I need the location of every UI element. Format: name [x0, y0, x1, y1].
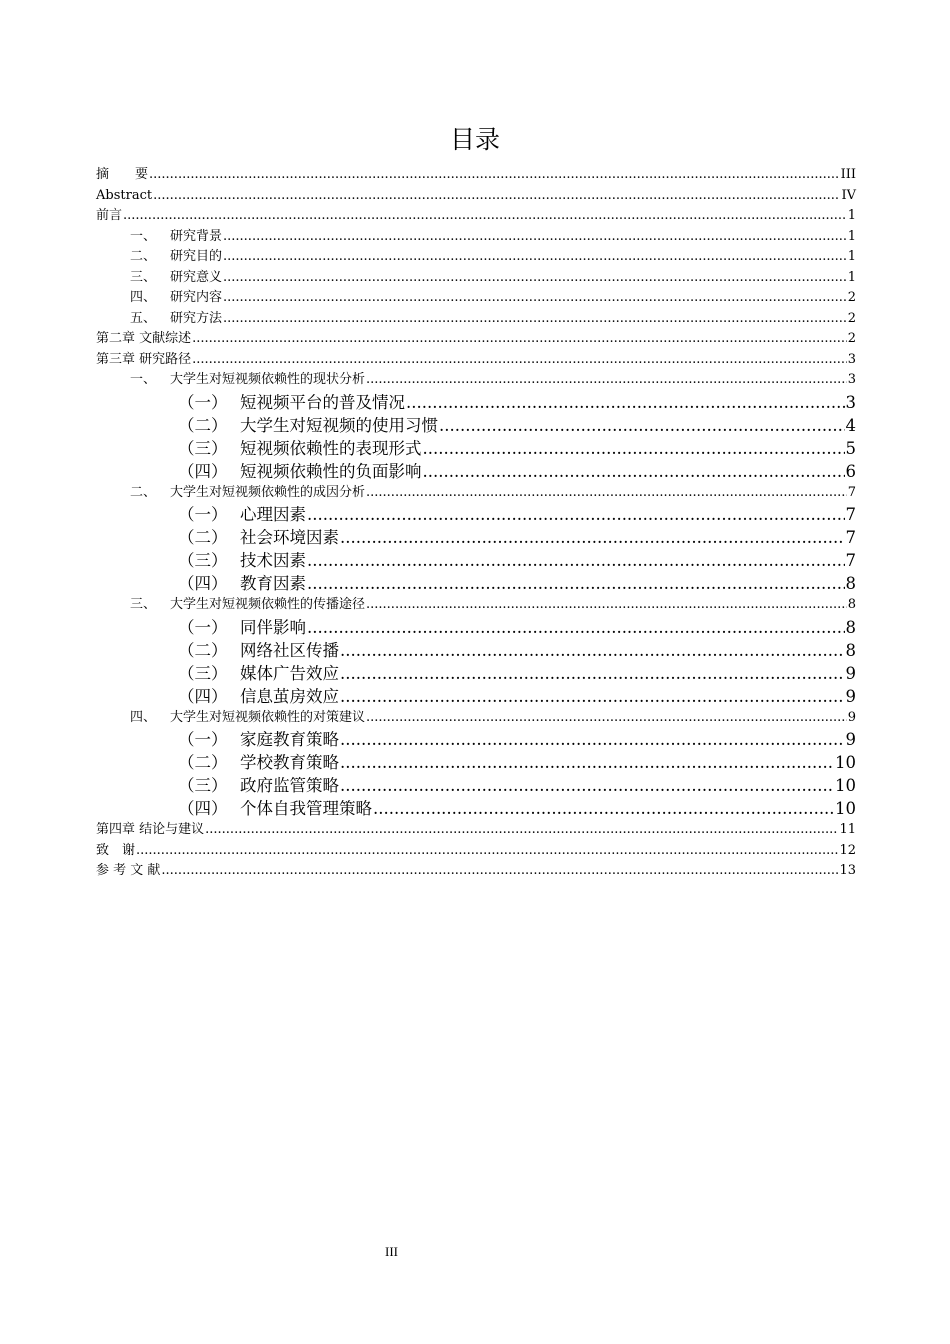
toc-entry-text: 研究目的: [170, 249, 223, 264]
toc-entry-label: [130, 708, 365, 729]
page-title: 目录: [449, 125, 500, 154]
toc-leader-dots: [340, 662, 845, 685]
toc-entry-page: 7: [847, 484, 856, 500]
toc-leader-dots: [373, 797, 834, 820]
toc-entry-page: 1: [847, 269, 856, 285]
toc-leader-dots: [223, 309, 847, 330]
toc-entry-label: [130, 288, 222, 309]
toc-entry-text: 研究背景: [170, 228, 223, 244]
toc-entry[interactable]: [96, 165, 856, 186]
toc-entry[interactable]: [96, 662, 856, 685]
footer-page-number: III: [385, 1244, 398, 1259]
toc-entry-text: 大学生对短视频依赖性的成因分析: [170, 484, 366, 500]
toc-entry[interactable]: [96, 685, 856, 708]
toc-leader-dots: [439, 414, 845, 437]
toc-entry-label: [178, 728, 339, 751]
toc-entry-text: 技术因素: [240, 551, 306, 570]
toc-entry-text: 研究方法: [170, 310, 223, 326]
toc-entry-text: 研究内容: [170, 290, 223, 305]
toc-entry[interactable]: [96, 437, 856, 460]
toc-entry-number: 四、: [130, 709, 157, 725]
toc-entry-page: 7: [845, 551, 856, 570]
toc-entry-number: （一）: [178, 617, 228, 637]
toc-entry[interactable]: [96, 483, 856, 504]
toc-entry-label: [130, 370, 365, 391]
toc-entry-number: （三）: [178, 438, 228, 458]
toc-entry[interactable]: [96, 370, 856, 391]
toc-entry-label: [130, 309, 222, 330]
toc-entry-text: 教育因素: [240, 574, 306, 593]
toc-entry-text: 社会环境因素: [240, 528, 339, 547]
toc-entry-text: 同伴影响: [240, 617, 306, 637]
toc-entry-page: 1: [847, 208, 856, 223]
toc-leader-dots: [340, 639, 845, 662]
toc-entry-page: 8: [845, 617, 856, 637]
toc-leader-dots: [223, 268, 847, 289]
toc-leader-dots: [423, 460, 845, 483]
toc-entry-label: [178, 639, 339, 662]
toc-entry-text: 心理因素: [240, 505, 306, 524]
toc-entry[interactable]: [96, 391, 856, 414]
toc-entry-label: [130, 268, 222, 289]
toc-entry-number: （四）: [178, 574, 228, 593]
toc-entry-text: 政府监管策略: [240, 776, 339, 795]
toc-entry-text: 大学生对短视频依赖性的对策建议: [170, 709, 366, 725]
toc-leader-dots: [340, 685, 845, 708]
toc-entry-page: 12: [839, 842, 856, 858]
toc-entry-page: 9: [845, 663, 856, 683]
toc-leader-dots: [340, 526, 845, 549]
toc-entry-label: [96, 820, 204, 841]
toc-leader-dots: [366, 483, 847, 504]
toc-entry[interactable]: [96, 861, 856, 882]
toc-entry-text: 信息茧房效应: [240, 686, 339, 706]
toc-entry[interactable]: [96, 708, 856, 729]
toc-entry-text: 前言: [96, 208, 123, 223]
toc-entry-label: [130, 247, 222, 268]
toc-entry-number: （四）: [178, 686, 228, 706]
toc-entry[interactable]: [96, 616, 856, 639]
toc-entry-number: 五、: [130, 310, 157, 326]
toc-entry-page: 6: [845, 461, 856, 481]
toc-entry-page: 11: [839, 822, 856, 837]
toc-entry-label: [178, 503, 306, 526]
toc-entry-number: （四）: [178, 799, 228, 818]
toc-entry-number: （四）: [178, 461, 228, 481]
toc-entry-page: 13: [839, 863, 856, 878]
toc-entry-page: 10: [835, 799, 856, 818]
toc-entry-label: [178, 437, 422, 460]
toc-entry-text: 学校教育策略: [240, 753, 339, 772]
toc-entry-number: 一、: [130, 372, 157, 387]
toc-entry-label: [178, 414, 438, 437]
toc-leader-dots: [307, 572, 845, 595]
toc-entry-label: [178, 526, 339, 549]
toc-entry-label: [178, 797, 372, 820]
toc-entry-number: 四、: [130, 290, 157, 305]
toc-leader-dots: [223, 288, 847, 309]
toc-entry-label: [130, 595, 365, 616]
toc-entry-page: III: [840, 167, 856, 182]
toc-entry-page: 3: [847, 372, 856, 387]
toc-entry-number: （二）: [178, 415, 228, 435]
toc-entry-number: 二、: [130, 249, 157, 264]
toc-entry-number: 一、: [130, 228, 157, 244]
toc-entry-label: [96, 350, 191, 371]
toc-entry-page: IV: [841, 187, 856, 203]
toc-entry-label: [178, 572, 306, 595]
toc-entry[interactable]: [96, 227, 856, 248]
toc-entry-number: （三）: [178, 663, 228, 683]
toc-leader-dots: [153, 186, 840, 207]
table-of-contents: [96, 165, 856, 882]
toc-entry-page: 8: [845, 574, 856, 593]
toc-entry-number: 三、: [130, 269, 157, 285]
toc-entry-page: 7: [845, 528, 856, 547]
toc-entry-text: 第二章 文献综述: [96, 331, 192, 346]
toc-entry-page: 5: [845, 438, 856, 458]
toc-leader-dots: [340, 774, 834, 797]
toc-leader-dots: [161, 861, 838, 882]
toc-entry[interactable]: [96, 820, 856, 841]
toc-entry-page: 8: [847, 597, 856, 612]
toc-entry[interactable]: [96, 595, 856, 616]
toc-entry-number: （二）: [178, 640, 228, 660]
toc-entry-number: （一）: [178, 730, 228, 749]
toc-leader-dots: [223, 227, 847, 248]
toc-entry-number: （一）: [178, 392, 228, 412]
toc-entry-label: [96, 206, 122, 227]
toc-entry-text: 短视频依赖性的表现形式: [240, 438, 422, 458]
toc-entry[interactable]: [96, 288, 856, 309]
toc-entry-text: 个体自我管理策略: [240, 799, 372, 818]
toc-entry-label: [96, 186, 152, 207]
toc-entry-page: 9: [845, 686, 856, 706]
toc-entry[interactable]: [96, 503, 856, 526]
toc-entry[interactable]: [96, 751, 856, 774]
toc-leader-dots: [366, 595, 847, 616]
toc-leader-dots: [136, 841, 838, 862]
toc-entry-text: 大学生对短视频依赖性的现状分析: [170, 372, 366, 387]
toc-entry-label: [130, 227, 222, 248]
toc-entry-text: Abstract: [96, 187, 153, 203]
toc-entry-page: 2: [847, 310, 856, 326]
toc-entry-label: [178, 391, 405, 414]
toc-entry-page: 4: [845, 415, 856, 435]
toc-entry-text: 短视频平台的普及情况: [240, 392, 405, 412]
toc-entry[interactable]: [96, 329, 856, 350]
toc-leader-dots: [192, 350, 847, 371]
toc-entry-text: 大学生对短视频依赖性的传播途径: [170, 597, 366, 612]
toc-entry-label: [96, 329, 191, 350]
toc-entry-label: [178, 774, 339, 797]
toc-entry[interactable]: [96, 309, 856, 330]
toc-entry-label: [178, 685, 339, 708]
toc-entry-label: [178, 460, 422, 483]
toc-entry[interactable]: [96, 526, 856, 549]
toc-leader-dots: [223, 247, 847, 268]
toc-entry-text: 参 考 文 献: [96, 863, 161, 878]
toc-entry-page: 7: [845, 505, 856, 524]
toc-leader-dots: [307, 616, 845, 639]
toc-entry[interactable]: [96, 247, 856, 268]
toc-entry-label: [130, 483, 365, 504]
toc-leader-dots: [149, 165, 840, 186]
toc-entry-page: 3: [845, 392, 856, 412]
toc-entry[interactable]: [96, 549, 856, 572]
toc-entry-label: [96, 861, 160, 882]
toc-entry-label: [178, 751, 339, 774]
toc-entry-text: 家庭教育策略: [240, 730, 339, 749]
toc-entry[interactable]: [96, 268, 856, 289]
toc-entry-text: 第四章 结论与建议: [96, 822, 205, 837]
toc-entry[interactable]: [96, 774, 856, 797]
toc-entry-text: 大学生对短视频的使用习惯: [240, 415, 438, 435]
toc-entry-text: 致 谢: [96, 842, 136, 858]
toc-entry[interactable]: [96, 414, 856, 437]
toc-entry-number: （二）: [178, 528, 228, 547]
toc-leader-dots: [406, 391, 845, 414]
toc-leader-dots: [192, 329, 847, 350]
toc-entry-number: （二）: [178, 753, 228, 772]
toc-leader-dots: [307, 549, 845, 572]
toc-entry-number: 二、: [130, 484, 157, 500]
toc-entry-text: 研究意义: [170, 269, 223, 285]
toc-entry-page: 10: [835, 753, 856, 772]
toc-entry-label: [178, 662, 339, 685]
toc-entry[interactable]: [96, 728, 856, 751]
toc-entry-page: 2: [847, 331, 856, 346]
toc-entry-page: 9: [847, 709, 856, 725]
toc-entry[interactable]: [96, 206, 856, 227]
toc-entry-number: 三、: [130, 597, 157, 612]
toc-entry[interactable]: [96, 572, 856, 595]
toc-entry-label: [178, 549, 306, 572]
toc-entry-page: 1: [847, 228, 856, 244]
toc-leader-dots: [340, 751, 834, 774]
toc-entry[interactable]: [96, 639, 856, 662]
toc-entry[interactable]: [96, 186, 856, 207]
toc-entry-text: 媒体广告效应: [240, 663, 339, 683]
toc-entry-page: 1: [847, 249, 856, 264]
toc-entry-text: 短视频依赖性的负面影响: [240, 461, 422, 481]
toc-entry-number: （三）: [178, 776, 228, 795]
toc-leader-dots: [366, 708, 847, 729]
toc-leader-dots: [340, 728, 845, 751]
toc-entry-page: 2: [847, 290, 856, 305]
toc-leader-dots: [423, 437, 845, 460]
toc-entry-text: 摘 要: [96, 167, 149, 182]
toc-leader-dots: [366, 370, 847, 391]
toc-entry-page: 9: [845, 730, 856, 749]
toc-entry-label: [96, 165, 148, 186]
toc-leader-dots: [205, 820, 838, 841]
toc-entry-number: （三）: [178, 551, 228, 570]
toc-entry-page: 8: [845, 640, 856, 660]
toc-entry-label: [178, 616, 306, 639]
toc-entry-number: （一）: [178, 505, 228, 524]
toc-entry-text: 网络社区传播: [240, 640, 339, 660]
toc-entry[interactable]: [96, 460, 856, 483]
toc-entry[interactable]: [96, 841, 856, 862]
toc-entry-label: [96, 841, 135, 862]
toc-entry-page: 10: [835, 776, 856, 795]
toc-entry-page: 3: [847, 351, 856, 367]
toc-leader-dots: [307, 503, 845, 526]
toc-entry[interactable]: [96, 797, 856, 820]
toc-entry[interactable]: [96, 350, 856, 371]
toc-leader-dots: [123, 206, 847, 227]
toc-entry-text: 第三章 研究路径: [96, 351, 192, 367]
